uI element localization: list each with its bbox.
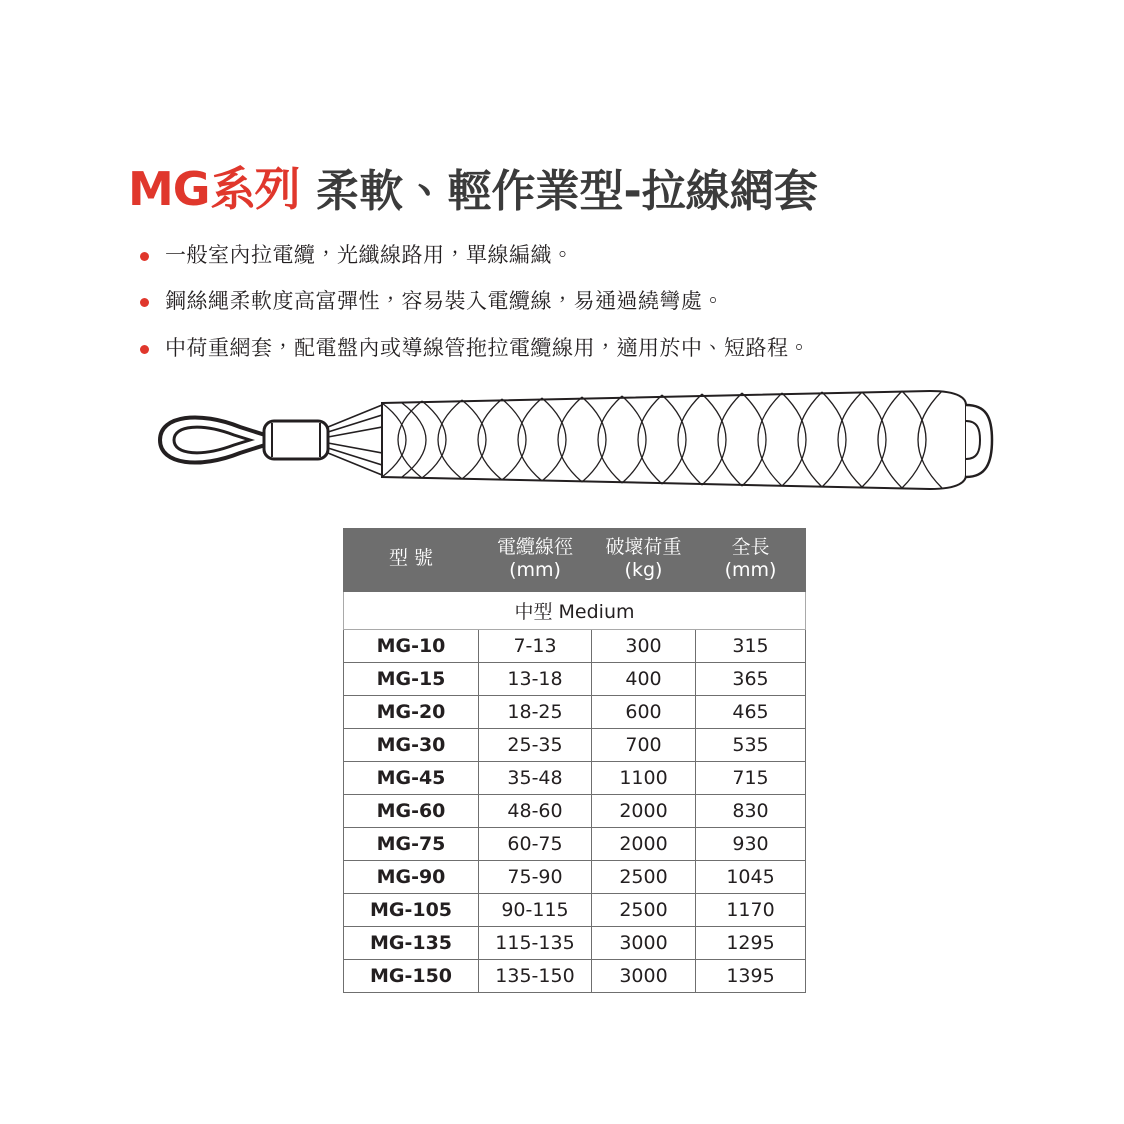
title-main: 柔軟、輕作業型-拉線網套 xyxy=(315,166,818,217)
cable-grip-drawing xyxy=(130,385,1010,495)
title-series: MG系列 xyxy=(128,162,300,216)
cell-breaking-load: 600 xyxy=(592,695,696,728)
cell-length: 365 xyxy=(696,662,806,695)
cell-model: MG-90 xyxy=(344,860,479,893)
table-row xyxy=(344,827,806,860)
cell-length: 1045 xyxy=(696,860,806,893)
cell-diameter: 135-150 xyxy=(479,959,592,992)
cell-diameter: 13-18 xyxy=(479,662,592,695)
list-item xyxy=(140,240,1040,270)
cell-length: 535 xyxy=(696,728,806,761)
cell-length: 1170 xyxy=(696,893,806,926)
column-header-breaking-load-main: 破壞荷重 xyxy=(605,536,682,558)
table-row xyxy=(344,959,806,992)
spec-table xyxy=(343,528,806,993)
spec-table-container xyxy=(343,528,805,993)
table-row xyxy=(344,629,806,662)
cell-length: 1295 xyxy=(696,926,806,959)
bullet-dot-icon xyxy=(140,298,149,307)
bullet-dot-icon xyxy=(140,252,149,261)
column-header-breaking-load-unit: (kg) xyxy=(624,558,663,581)
column-header-model-main: 型 號 xyxy=(388,547,434,570)
cell-length: 715 xyxy=(696,761,806,794)
cell-length: 830 xyxy=(696,794,806,827)
cell-model: MG-60 xyxy=(344,794,479,827)
cell-diameter: 35-48 xyxy=(479,761,592,794)
table-header-row xyxy=(344,529,806,592)
cell-model: MG-75 xyxy=(344,827,479,860)
column-header-breaking-load xyxy=(592,529,696,592)
cell-model: MG-10 xyxy=(344,629,479,662)
table-section-row xyxy=(344,591,806,629)
cell-diameter: 7-13 xyxy=(479,629,592,662)
column-header-model xyxy=(344,529,479,592)
cell-breaking-load: 400 xyxy=(592,662,696,695)
table-section-label: 中型 Medium xyxy=(344,591,806,629)
list-item-label: 中荷重網套，配電盤內或導線管拖拉電纜線用，適用於中、短路程。 xyxy=(165,335,810,360)
cell-model: MG-30 xyxy=(344,728,479,761)
list-item xyxy=(140,286,1040,316)
cell-breaking-load: 2000 xyxy=(592,794,696,827)
cell-breaking-load: 700 xyxy=(592,728,696,761)
column-header-length-main: 全長 xyxy=(731,536,770,558)
table-row xyxy=(344,662,806,695)
table-row xyxy=(344,926,806,959)
cell-model: MG-135 xyxy=(344,926,479,959)
cell-length: 1395 xyxy=(696,959,806,992)
table-body xyxy=(344,591,806,992)
cell-breaking-load: 2000 xyxy=(592,827,696,860)
cell-length: 315 xyxy=(696,629,806,662)
cell-model: MG-105 xyxy=(344,893,479,926)
feature-list xyxy=(140,240,1040,379)
cell-model: MG-45 xyxy=(344,761,479,794)
cell-diameter: 60-75 xyxy=(479,827,592,860)
bullet-dot-icon xyxy=(140,345,149,354)
page-title xyxy=(128,162,818,217)
cell-diameter: 18-25 xyxy=(479,695,592,728)
column-header-diameter-main: 電纜線徑 xyxy=(496,536,573,558)
table-row xyxy=(344,728,806,761)
list-item-label: 鋼絲繩柔軟度高富彈性，容易裝入電纜線，易通過繞彎處。 xyxy=(165,289,724,314)
column-header-diameter-unit: (mm) xyxy=(509,558,561,581)
column-header-length xyxy=(696,529,806,592)
cell-breaking-load: 1100 xyxy=(592,761,696,794)
cell-breaking-load: 3000 xyxy=(592,959,696,992)
list-item xyxy=(140,333,1040,363)
list-item-label: 一般室內拉電纜，光纖線路用，單線編織。 xyxy=(165,243,574,267)
cell-length: 465 xyxy=(696,695,806,728)
table-row xyxy=(344,893,806,926)
table-row xyxy=(344,761,806,794)
table-row xyxy=(344,695,806,728)
cell-model: MG-20 xyxy=(344,695,479,728)
cell-diameter: 90-115 xyxy=(479,893,592,926)
table-row xyxy=(344,860,806,893)
column-header-diameter xyxy=(479,529,592,592)
cell-diameter: 115-135 xyxy=(479,926,592,959)
cell-breaking-load: 2500 xyxy=(592,893,696,926)
cell-model: MG-15 xyxy=(344,662,479,695)
cell-diameter: 48-60 xyxy=(479,794,592,827)
cell-breaking-load: 300 xyxy=(592,629,696,662)
cell-model: MG-150 xyxy=(344,959,479,992)
cell-breaking-load: 2500 xyxy=(592,860,696,893)
table-row xyxy=(344,794,806,827)
column-header-length-unit: (mm) xyxy=(724,558,777,581)
cell-length: 930 xyxy=(696,827,806,860)
cell-diameter: 25-35 xyxy=(479,728,592,761)
product-illustration xyxy=(130,385,1010,495)
cell-diameter: 75-90 xyxy=(479,860,592,893)
cell-breaking-load: 3000 xyxy=(592,926,696,959)
